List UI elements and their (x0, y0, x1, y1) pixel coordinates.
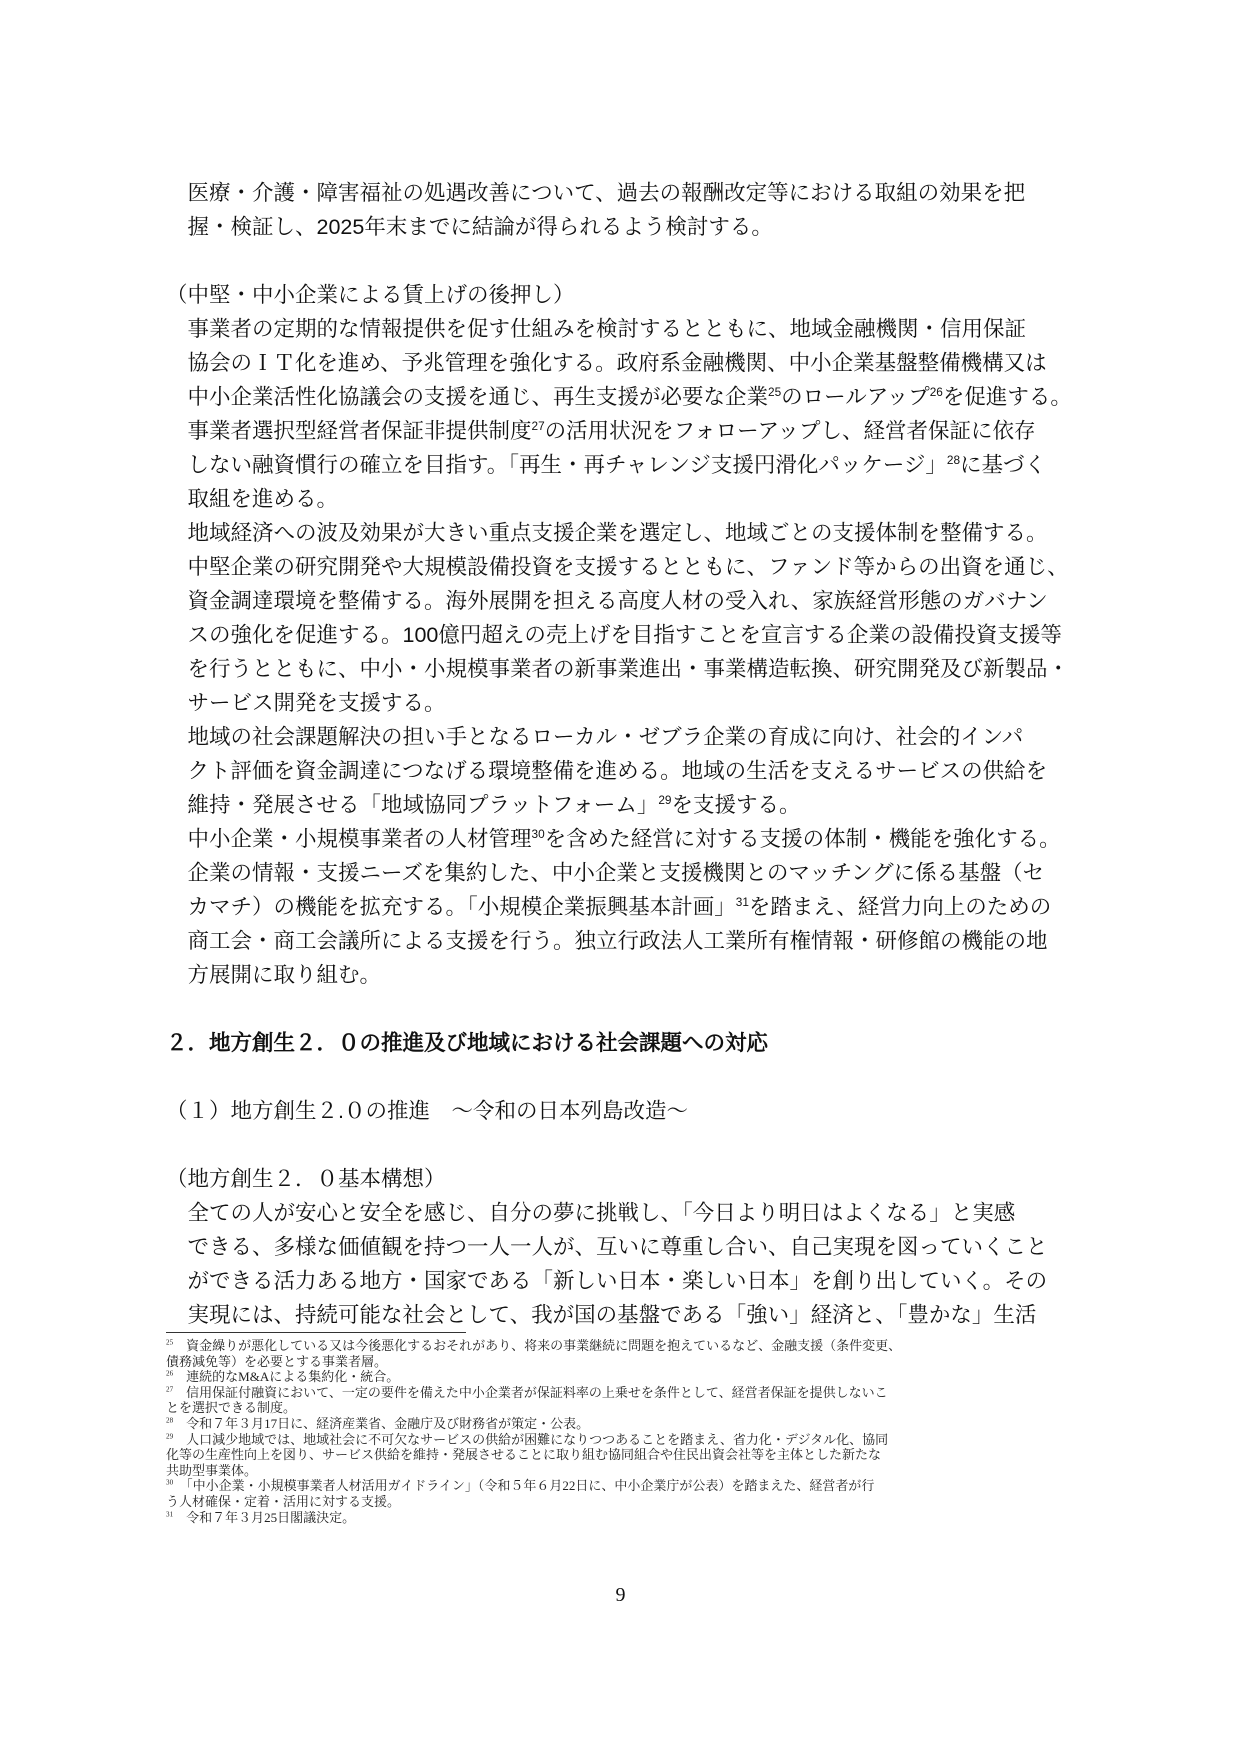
footnote-ref-31[interactable]: 31 (735, 894, 749, 909)
text-run: 維持・発展させる「地域協同プラットフォーム」 (187, 793, 659, 817)
text-run: 令和７年３月17日に、経済産業省、金融庁及び財務省が策定・公表。 (186, 1415, 590, 1431)
footnote-26 (166, 1369, 1086, 1385)
footnote-line: とを選択できる制度。 (166, 1400, 297, 1416)
text-run: 連続的なM&Aによる集約化・統合。 (186, 1369, 400, 1385)
footnote-number: 25 (166, 1338, 174, 1347)
paragraph-local-zebra (166, 720, 1086, 822)
footnote-line: 債務減免等）を必要とする事業者層。 (166, 1353, 388, 1369)
section-heading-2: ２．地方創生２．０の推進及び地域における社会課題への対応 (166, 1031, 769, 1055)
footnote-line (166, 1416, 1086, 1432)
footnote-line (166, 1432, 1086, 1448)
spacer (166, 244, 1086, 278)
text-run: の活用状況をフォローアップし、経営者保証に依存 (544, 419, 1036, 443)
footnote-31 (166, 1510, 1086, 1526)
paragraph-regional-economy (166, 516, 1086, 720)
text-run: を踏まえ、経営力向上のための (748, 895, 1052, 919)
text-line: 商工会・商工会議所による支援を行う。独立行政法人工業所有権情報・研修館の機能の地 (187, 929, 1048, 953)
text-line: 協会のＩＴ化を進め、予兆管理を強化する。政府系金融機関、中小企業基盤整備機構又は (187, 351, 1047, 375)
text-run: を促進する。 (942, 385, 1072, 409)
footnote-ref-28[interactable]: 28 (946, 452, 961, 467)
subheading-basic-concept: （地方創生２．０基本構想） (166, 1167, 446, 1191)
text-run: カマチ）の機能を拡充する。「小規模企業振興基本計画」 (187, 895, 736, 919)
text-line: 医療・介護・障害福祉の処遇改善について、過去の報酬改定等における取組の効果を把 (187, 181, 1026, 205)
text-line (166, 822, 1086, 856)
spacer (166, 1128, 1086, 1162)
text-line: 地域経済への波及効果が大きい重点支援企業を選定し、地域ごとの支援体制を整備する。 (187, 521, 1048, 545)
footnote-number: 26 (166, 1369, 174, 1378)
text-line (166, 788, 1086, 822)
footnote-ref-29[interactable]: 29 (658, 792, 672, 807)
text-line: スの強化を促進する。100億円超えの売上げを目指すことを宣言する企業の設備投資支援等 (187, 623, 1062, 647)
text-line: 企業の情報・支援ニーズを集約した、中小企業と支援機関とのマッチングに係る基盤（セ (187, 861, 1045, 885)
subsection-heading-2-1: （１）地方創生２.０の推進 ～令和の日本列島改造～ (166, 1099, 688, 1123)
footnote-25 (166, 1338, 1086, 1369)
text-run: のロールアップ (781, 385, 930, 409)
footnote-ref-25[interactable]: 25 (768, 384, 782, 399)
text-run: 人口減少地域では、地域社会に不可欠なサービスの供給が困難になりつつあることを踏まえ、省力化・デジタル化、協同 (186, 1431, 889, 1447)
text-run: 資金繰りが悪化している又は今後悪化するおそれがあり、将来の事業継続に問題を抱えているなど、金融支援（条件変更、 (186, 1338, 902, 1353)
footnote-line (166, 1385, 1086, 1401)
text-run: 中小企業・小規模事業者の人材管理 (187, 827, 532, 851)
text-run: 令和７年３月25日閣議決定。 (186, 1509, 356, 1525)
footnote-number: 29 (166, 1432, 174, 1441)
text-run: 中小企業活性化協議会の支援を通じ、再生支援が必要な企業 (187, 385, 769, 409)
text-line: サービス開発を支援する。 (187, 691, 446, 715)
text-run: を含めた経営に対する支援の体制・機能を強化する。 (544, 827, 1061, 851)
text-line: 握・検証し、2025年末までに結論が得られるよう検討する。 (187, 215, 773, 239)
text-line (166, 414, 1086, 448)
footnote-line (166, 1478, 1086, 1494)
text-line: 実現には、持続可能な社会として、我が国の基盤である「強い」経済と、「豊かな」生活 (187, 1303, 1037, 1327)
footnote-line: う人材確保・定着・活用に対する支援。 (166, 1493, 401, 1509)
footnote-number: 31 (166, 1510, 174, 1519)
paragraph-welfare-treatment (166, 176, 1086, 244)
text-line: 資金調達環境を整備する。海外展開を担える高度人材の受入れ、家族経営形態のガバナン (187, 589, 1048, 613)
footnote-divider (166, 1332, 466, 1333)
text-line: 事業者の定期的な情報提供を促す仕組みを検討するとともに、地域金融機関・信用保証 (187, 317, 1027, 341)
text-run: 「中小企業・小規模事業者人材活用ガイドライン」（令和５年６月22日に、中小企業庁が公表）を踏まえた、経営者が行 (186, 1478, 875, 1494)
text-line: 取組を進める。 (187, 487, 339, 511)
footnote-ref-30[interactable]: 30 (531, 826, 545, 841)
text-run: 信用保証付融資において、一定の要件を備えた中小企業者が保証料率の上乗せを条件として、経営者保証を提供しないこ (186, 1384, 888, 1400)
subheading-sme-wage-support: （中堅・中小企業による賃上げの後押し） (166, 283, 575, 307)
text-line: を行うとともに、中小・小規模事業者の新事業進出・事業構造転換、研究開発及び新製品・ (187, 657, 1070, 681)
footnote-28 (166, 1416, 1086, 1432)
footnote-ref-26[interactable]: 26 (929, 384, 943, 399)
footnote-29 (166, 1432, 1086, 1479)
paragraph-hr-management (166, 822, 1086, 992)
footnote-30 (166, 1478, 1086, 1509)
text-line: 全ての人が安心と安全を感じ、自分の夢に挑戦し、「今日より明日はよくなる」と実感 (187, 1201, 1016, 1225)
text-line (166, 448, 1086, 482)
text-run: しない融資慣行の確立を目指す。「再生・再チャレンジ支援円滑化パッケージ」 (187, 453, 947, 477)
footnote-line: 化等の生産性向上を図り、サービス供給を維持・発展させることに取り組む協同組合や住民出資会社等を主体とした新たな (166, 1447, 882, 1463)
paragraph-vision (166, 1196, 1086, 1332)
footnotes-section (166, 1338, 1086, 1525)
footnote-line (166, 1369, 1086, 1385)
footnote-number: 28 (166, 1416, 174, 1425)
footnote-line (166, 1338, 1086, 1354)
body-content (166, 176, 1086, 1332)
footnote-27 (166, 1385, 1086, 1416)
text-run: を支援する。 (671, 793, 801, 817)
text-line (166, 890, 1086, 924)
footnote-number: 27 (166, 1385, 174, 1394)
footnote-line (166, 1510, 1086, 1526)
page-number: 9 (615, 1584, 626, 1606)
footnote-ref-27[interactable]: 27 (531, 418, 545, 433)
spacer (166, 992, 1086, 1026)
text-line: 地域の社会課題解決の担い手となるローカル・ゼブラ企業の育成に向け、社会的インパ (187, 725, 1024, 749)
paragraph-financial-support (166, 312, 1086, 516)
text-run: 事業者選択型経営者保証非提供制度 (187, 419, 532, 443)
text-line (166, 380, 1086, 414)
text-line: ができる活力ある地方・国家である「新しい日本・楽しい日本」を創り出していく。その (187, 1269, 1048, 1293)
spacer (166, 1060, 1086, 1094)
footnote-number: 30 (166, 1479, 174, 1488)
text-line: 中堅企業の研究開発や大規模設備投資を支援するとともに、ファンド等からの出資を通じ、 (187, 555, 1069, 579)
text-run: に基づく (960, 453, 1047, 477)
text-line: 方展開に取り組む。 (187, 963, 382, 987)
text-line: できる、多様な価値観を持つ一人一人が、互いに尊重し合い、自己実現を図っていくこと (187, 1235, 1048, 1259)
text-line: クト評価を資金調達につなげる環境整備を進める。地域の生活を支えるサービスの供給を (187, 759, 1048, 783)
footnote-line: 共助型事業体。 (166, 1462, 258, 1478)
